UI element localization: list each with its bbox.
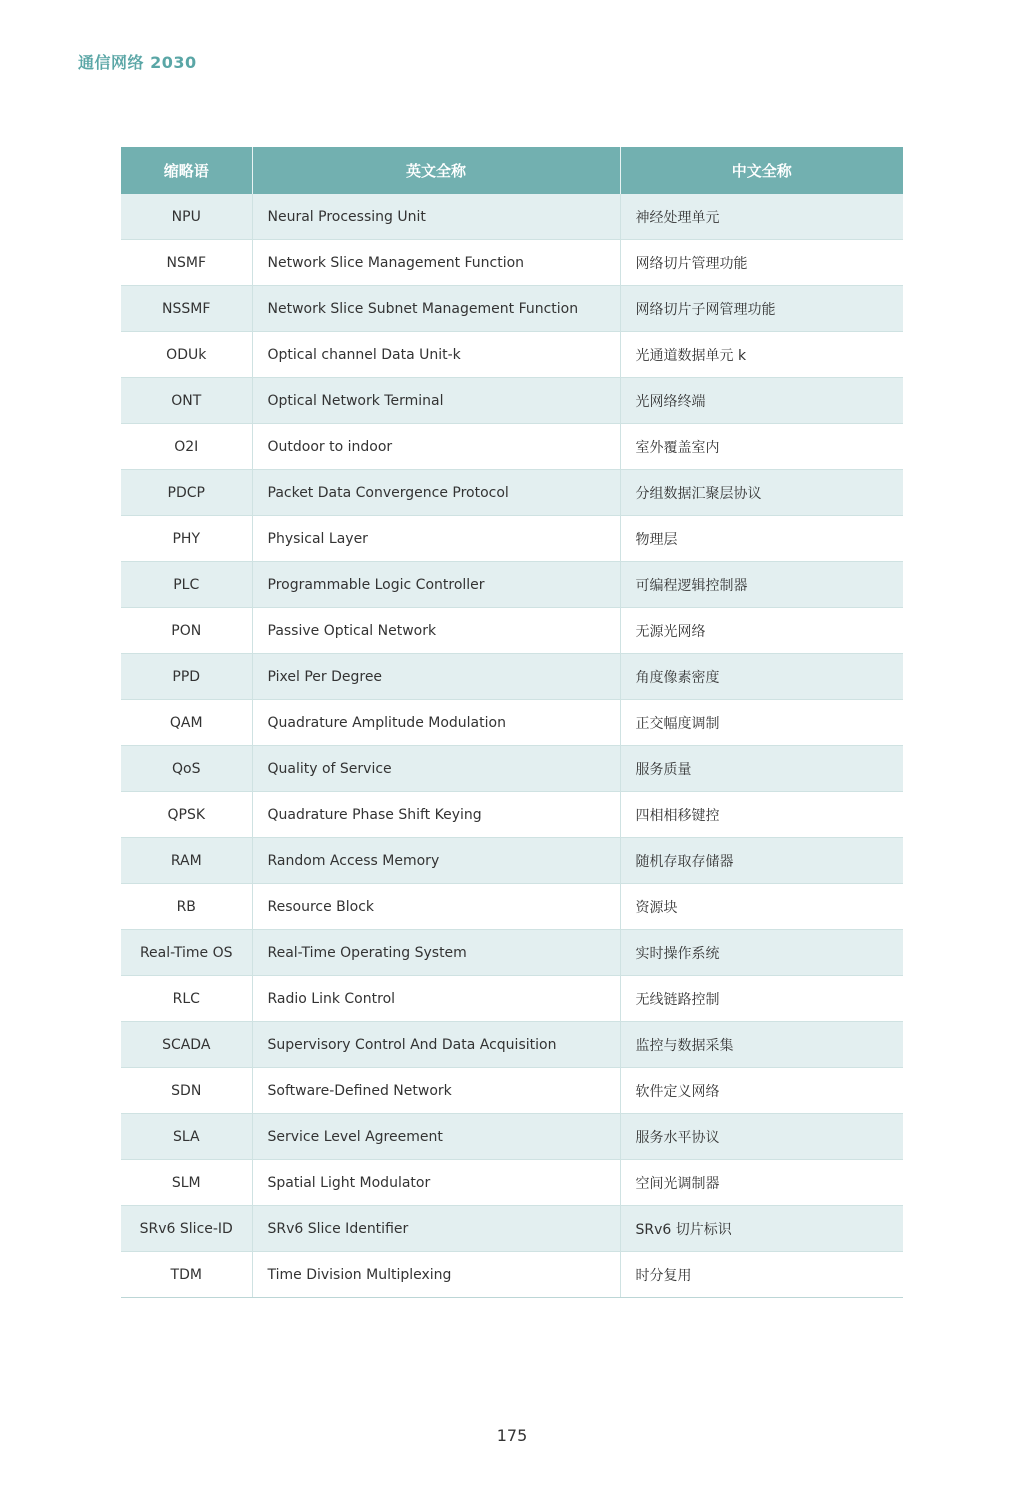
english-name-cell: Programmable Logic Controller bbox=[252, 562, 620, 608]
abbr-cell: NPU bbox=[121, 194, 252, 240]
abbreviation-table-grid bbox=[121, 147, 903, 1298]
running-header-title: 通信网络 2030 bbox=[78, 53, 197, 72]
chinese-name-cell: 资源块 bbox=[620, 884, 903, 930]
english-name-cell: Quadrature Phase Shift Keying bbox=[252, 792, 620, 838]
abbr-cell: NSSMF bbox=[121, 286, 252, 332]
table-row bbox=[121, 516, 903, 562]
english-name-cell: Physical Layer bbox=[252, 516, 620, 562]
abbr-cell: PLC bbox=[121, 562, 252, 608]
english-name-cell: Neural Processing Unit bbox=[252, 194, 620, 240]
english-name-cell: Resource Block bbox=[252, 884, 620, 930]
table-row bbox=[121, 1114, 903, 1160]
table-row bbox=[121, 608, 903, 654]
chinese-name-cell: 正交幅度调制 bbox=[620, 700, 903, 746]
table-row bbox=[121, 976, 903, 1022]
table-body bbox=[121, 194, 903, 1298]
chinese-name-cell: 网络切片子网管理功能 bbox=[620, 286, 903, 332]
page-number: 175 bbox=[496, 1426, 528, 1445]
table-row bbox=[121, 1160, 903, 1206]
column-header-abbreviation: 缩略语 bbox=[121, 147, 252, 194]
english-name-cell: SRv6 Slice Identifier bbox=[252, 1206, 620, 1252]
chinese-name-cell: 光网络终端 bbox=[620, 378, 903, 424]
abbr-cell: NSMF bbox=[121, 240, 252, 286]
chinese-name-cell: 四相相移键控 bbox=[620, 792, 903, 838]
english-name-cell: Real-Time Operating System bbox=[252, 930, 620, 976]
table-row bbox=[121, 378, 903, 424]
column-header-english-name: 英文全称 bbox=[252, 147, 620, 194]
chinese-name-cell: 室外覆盖室内 bbox=[620, 424, 903, 470]
chinese-name-cell: 无线链路控制 bbox=[620, 976, 903, 1022]
table-row bbox=[121, 562, 903, 608]
abbr-cell: PDCP bbox=[121, 470, 252, 516]
abbr-cell: SLM bbox=[121, 1160, 252, 1206]
abbr-cell: SDN bbox=[121, 1068, 252, 1114]
table-row bbox=[121, 700, 903, 746]
english-name-cell: Spatial Light Modulator bbox=[252, 1160, 620, 1206]
table-header-row bbox=[121, 147, 903, 194]
table-row bbox=[121, 838, 903, 884]
table-row bbox=[121, 746, 903, 792]
table-row bbox=[121, 792, 903, 838]
chinese-name-cell: 监控与数据采集 bbox=[620, 1022, 903, 1068]
english-name-cell: Service Level Agreement bbox=[252, 1114, 620, 1160]
abbr-cell: PON bbox=[121, 608, 252, 654]
chinese-name-cell: 服务质量 bbox=[620, 746, 903, 792]
abbr-cell: SCADA bbox=[121, 1022, 252, 1068]
table-row bbox=[121, 1068, 903, 1114]
english-name-cell: Network Slice Subnet Management Function bbox=[252, 286, 620, 332]
chinese-name-cell: 软件定义网络 bbox=[620, 1068, 903, 1114]
english-name-cell: Outdoor to indoor bbox=[252, 424, 620, 470]
chinese-name-cell: 神经处理单元 bbox=[620, 194, 903, 240]
column-header-chinese-name: 中文全称 bbox=[620, 147, 903, 194]
abbr-cell: Real-Time OS bbox=[121, 930, 252, 976]
table-row bbox=[121, 424, 903, 470]
abbr-cell: O2I bbox=[121, 424, 252, 470]
abbr-cell: ONT bbox=[121, 378, 252, 424]
chinese-name-cell: 空间光调制器 bbox=[620, 1160, 903, 1206]
table-row bbox=[121, 286, 903, 332]
table-row bbox=[121, 884, 903, 930]
table-row bbox=[121, 1022, 903, 1068]
chinese-name-cell: 无源光网络 bbox=[620, 608, 903, 654]
abbr-cell: QoS bbox=[121, 746, 252, 792]
chinese-name-cell: 分组数据汇聚层协议 bbox=[620, 470, 903, 516]
abbr-cell: SLA bbox=[121, 1114, 252, 1160]
english-name-cell: Packet Data Convergence Protocol bbox=[252, 470, 620, 516]
table-row bbox=[121, 240, 903, 286]
abbr-cell: RLC bbox=[121, 976, 252, 1022]
abbr-cell: QPSK bbox=[121, 792, 252, 838]
abbr-cell: RAM bbox=[121, 838, 252, 884]
abbreviation-table bbox=[121, 147, 903, 1298]
english-name-cell: Quadrature Amplitude Modulation bbox=[252, 700, 620, 746]
table-row bbox=[121, 1252, 903, 1298]
table-row bbox=[121, 1206, 903, 1252]
chinese-name-cell: 角度像素密度 bbox=[620, 654, 903, 700]
english-name-cell: Quality of Service bbox=[252, 746, 620, 792]
english-name-cell: Passive Optical Network bbox=[252, 608, 620, 654]
english-name-cell: Supervisory Control And Data Acquisition bbox=[252, 1022, 620, 1068]
chinese-name-cell: 网络切片管理功能 bbox=[620, 240, 903, 286]
chinese-name-cell: 随机存取存储器 bbox=[620, 838, 903, 884]
abbr-cell: SRv6 Slice-ID bbox=[121, 1206, 252, 1252]
chinese-name-cell: 可编程逻辑控制器 bbox=[620, 562, 903, 608]
abbr-cell: ODUk bbox=[121, 332, 252, 378]
abbr-cell: PHY bbox=[121, 516, 252, 562]
table-row bbox=[121, 654, 903, 700]
english-name-cell: Time Division Multiplexing bbox=[252, 1252, 620, 1298]
english-name-cell: Random Access Memory bbox=[252, 838, 620, 884]
abbr-cell: TDM bbox=[121, 1252, 252, 1298]
chinese-name-cell: 光通道数据单元 k bbox=[620, 332, 903, 378]
table-row bbox=[121, 470, 903, 516]
chinese-name-cell: 实时操作系统 bbox=[620, 930, 903, 976]
table-row bbox=[121, 332, 903, 378]
english-name-cell: Optical Network Terminal bbox=[252, 378, 620, 424]
chinese-name-cell: SRv6 切片标识 bbox=[620, 1206, 903, 1252]
abbr-cell: RB bbox=[121, 884, 252, 930]
english-name-cell: Software-Defined Network bbox=[252, 1068, 620, 1114]
table-row bbox=[121, 194, 903, 240]
english-name-cell: Optical channel Data Unit-k bbox=[252, 332, 620, 378]
chinese-name-cell: 物理层 bbox=[620, 516, 903, 562]
abbr-cell: QAM bbox=[121, 700, 252, 746]
chinese-name-cell: 时分复用 bbox=[620, 1252, 903, 1298]
abbr-cell: PPD bbox=[121, 654, 252, 700]
table-row bbox=[121, 930, 903, 976]
chinese-name-cell: 服务水平协议 bbox=[620, 1114, 903, 1160]
table-header bbox=[121, 147, 903, 194]
english-name-cell: Pixel Per Degree bbox=[252, 654, 620, 700]
english-name-cell: Network Slice Management Function bbox=[252, 240, 620, 286]
english-name-cell: Radio Link Control bbox=[252, 976, 620, 1022]
